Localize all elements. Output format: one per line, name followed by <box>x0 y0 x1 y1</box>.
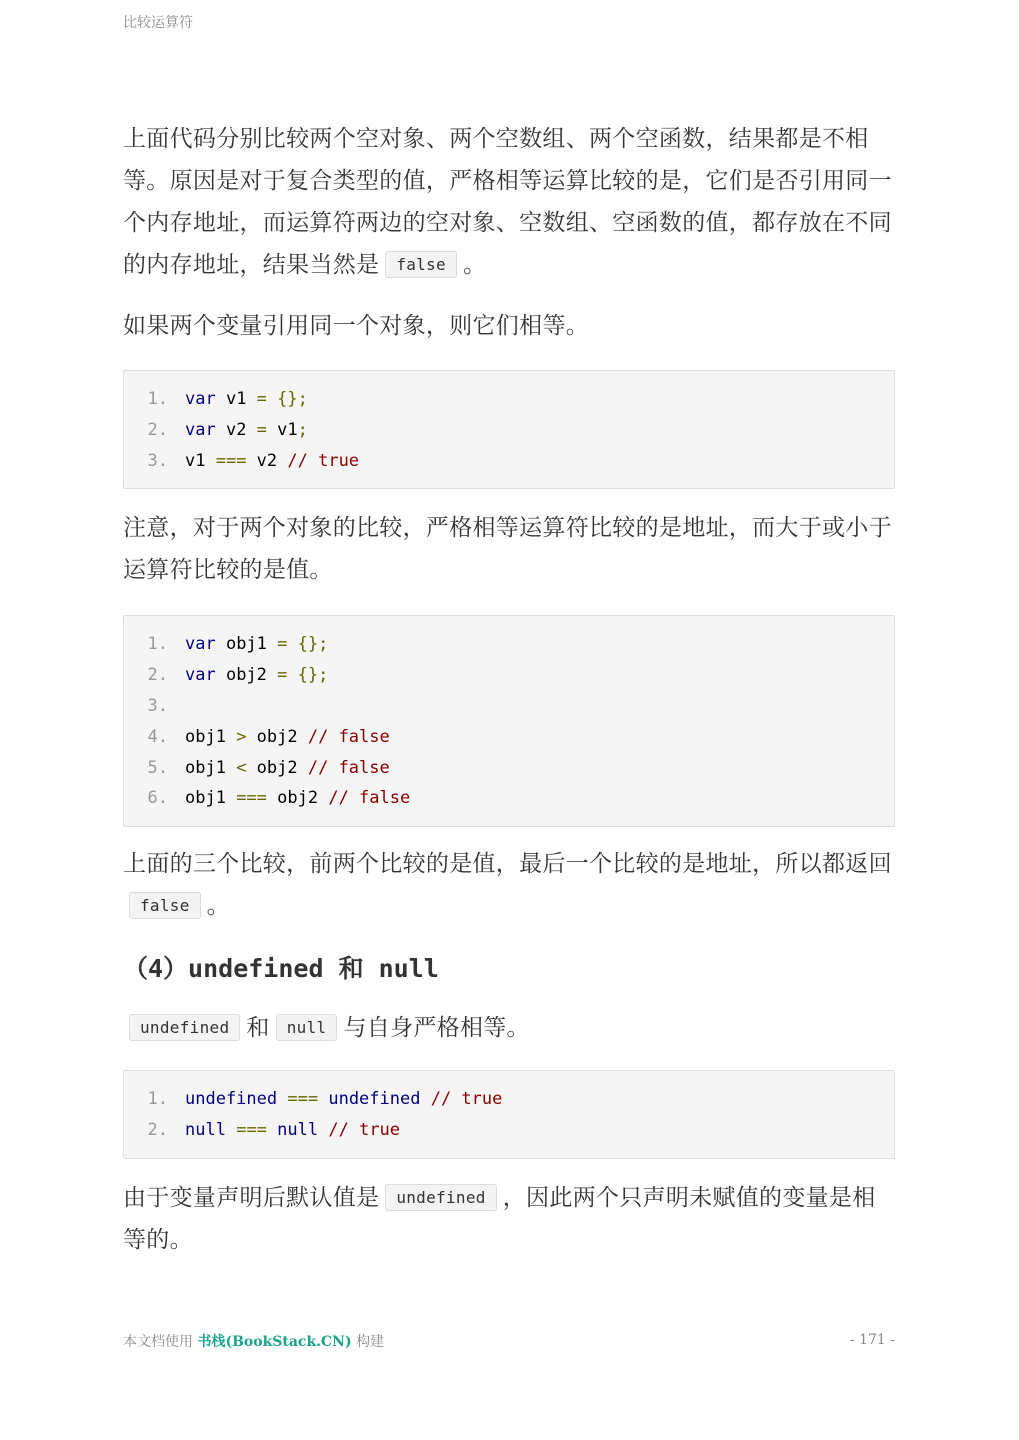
code-block-2 <box>123 615 895 827</box>
code-token: var <box>185 389 216 409</box>
code-block-1 <box>123 370 895 489</box>
code-token: obj2 <box>266 788 329 809</box>
code-token: obj2 <box>246 726 308 747</box>
section-heading: （4）undefined 和 null <box>123 954 439 984</box>
footer-credit <box>123 1331 384 1351</box>
paragraph-5-tail: 与自身严格相等。 <box>343 1015 530 1042</box>
code-token: // false <box>307 726 390 747</box>
code-token: obj1 <box>185 726 237 747</box>
code-token: v1 <box>215 389 257 409</box>
inline-code-false: false <box>129 892 201 919</box>
code-token: var <box>185 665 216 686</box>
code-token: // false <box>328 788 411 809</box>
code-line <box>124 1084 894 1115</box>
code-token <box>420 1089 430 1109</box>
code-token: === <box>287 1089 319 1110</box>
line-number: 3. <box>147 695 168 716</box>
code-token <box>318 1120 328 1140</box>
code-token <box>277 1089 287 1109</box>
inline-code-undefined: undefined <box>129 1014 240 1041</box>
code-token: // true <box>328 1119 401 1140</box>
code-token: {}; <box>287 634 329 655</box>
line-number: 1. <box>147 389 168 409</box>
paragraph-5-mid: 和 <box>246 1015 270 1042</box>
code-line <box>124 446 894 477</box>
line-number: 2. <box>147 665 168 686</box>
code-token: === <box>236 1119 267 1140</box>
inline-code-false: false <box>385 251 457 278</box>
code-token: === <box>236 788 267 809</box>
paragraph-1-text: 上面代码分别比较两个空对象、两个空数组、两个空函数，结果都是不相等。原因是对于复合类型的值，严格相等运算比较的是，它们是否引用同一个内存地址，而运算符两边的空对象、空数组、空函数的值，都存放在不同的内存地址，结果当然是 <box>123 126 892 278</box>
code-token: > <box>236 726 247 747</box>
code-token: null <box>185 1119 226 1140</box>
line-number: 5. <box>147 757 168 778</box>
code-token: null <box>277 1119 319 1140</box>
inline-code-null: null <box>276 1014 338 1041</box>
paragraph-1 <box>123 118 895 286</box>
footer-suffix: 构建 <box>356 1334 385 1350</box>
code-token: {}; <box>287 665 329 686</box>
code-line <box>124 629 894 660</box>
line-number: 4. <box>147 726 168 747</box>
code-token: obj1 <box>185 788 237 809</box>
line-number: 2. <box>147 419 168 440</box>
paragraph-4-text: 上面的三个比较，前两个比较的是值，最后一个比较的是地址，所以都返回 <box>123 851 892 878</box>
paragraph-4-tail: 。 <box>206 893 230 920</box>
code-token: v1 <box>185 450 216 471</box>
code-token: ; <box>297 419 308 440</box>
paragraph-3: 注意，对于两个对象的比较，严格相等运算符比较的是地址，而大于或小于运算符比较的是值。 <box>123 515 892 584</box>
code-token <box>318 1089 328 1109</box>
code-token: = <box>277 665 288 686</box>
code-line <box>124 753 894 784</box>
code-token: // true <box>287 450 360 471</box>
line-number: 6. <box>147 788 168 809</box>
paragraph-2: 如果两个变量引用同一个对象，则它们相等。 <box>123 313 589 339</box>
paragraph-5 <box>123 1007 895 1049</box>
inline-code-undefined: undefined <box>385 1184 496 1211</box>
document-body <box>123 118 895 1261</box>
code-token: = <box>256 389 267 409</box>
code-token <box>226 1120 236 1140</box>
code-token: v2 <box>215 419 257 440</box>
code-token: var <box>185 419 216 440</box>
code-token: undefined <box>328 1089 421 1110</box>
code-token <box>267 1120 277 1140</box>
code-token: v2 <box>246 450 288 471</box>
code-token: undefined <box>185 1089 278 1110</box>
code-token: obj1 <box>215 634 278 655</box>
code-token: < <box>236 757 247 778</box>
code-token: var <box>185 634 216 655</box>
code-token: = <box>256 419 267 440</box>
code-token: // false <box>307 757 390 778</box>
code-token: === <box>215 450 247 471</box>
code-line <box>124 660 894 691</box>
line-number: 2. <box>147 1119 168 1140</box>
code-line <box>124 783 894 814</box>
running-header: 比较运算符 <box>123 15 193 31</box>
page-number: - 171 - <box>849 1332 895 1348</box>
code-block-3 <box>123 1070 895 1159</box>
line-number: 1. <box>147 634 168 655</box>
paragraph-4 <box>123 843 895 927</box>
code-line <box>124 691 894 722</box>
code-token: obj2 <box>246 757 308 778</box>
paragraph-6 <box>123 1177 895 1261</box>
code-line <box>124 415 894 446</box>
code-token: {}; <box>266 389 308 409</box>
paragraph-6-tail: ，因此两个只声明未赋值的变量是相等的。 <box>123 1184 876 1253</box>
code-token: = <box>277 634 288 655</box>
code-token: // true <box>430 1089 503 1110</box>
bookstack-link[interactable]: 书栈(BookStack.CN) <box>197 1334 352 1350</box>
code-token: obj2 <box>215 665 278 686</box>
code-line <box>124 722 894 753</box>
paragraph-1-tail: 。 <box>462 252 487 278</box>
code-line <box>124 384 894 415</box>
line-number: 3. <box>147 450 168 471</box>
code-token: obj1 <box>185 757 237 778</box>
line-number: 1. <box>147 1089 168 1110</box>
code-line <box>124 1115 894 1146</box>
paragraph-6-text: 由于变量声明后默认值是 <box>123 1184 380 1211</box>
code-token: v1 <box>266 419 298 440</box>
footer-prefix: 本文档使用 <box>123 1334 193 1350</box>
